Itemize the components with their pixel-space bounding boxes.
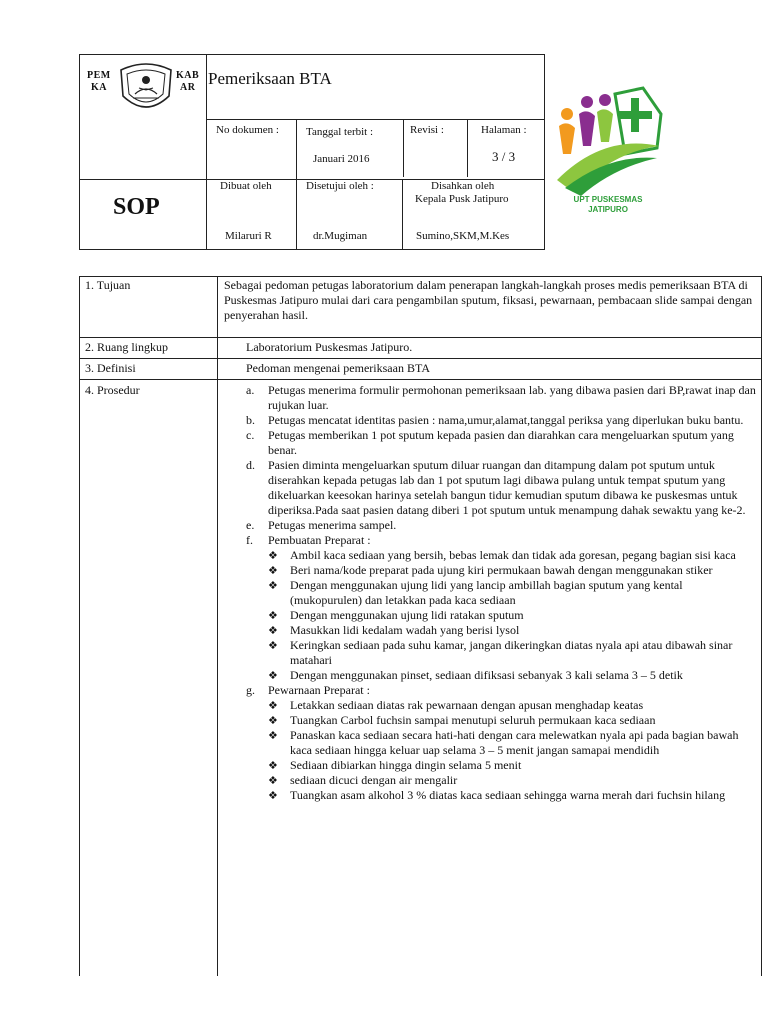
list-item: f. Pembuatan Preparat : ❖ Ambil kaca sediaan yang bersih, bebas lemak dan tidak ada goresan, pegang bagian sisi kaca ❖ Beri nama/kode preparat pada ujung kiri permukaan bawah dengan menggunakan stiker ❖ Dengan menggunakan ujung lidi yang lancip ambillah bagian sputum yang kental (mukopurulen) dan letakkan pada kaca sediaan ❖ Dengan menggunakan ujung lidi ratakan sputum ❖ Masukkan lidi kedalam wadah yang berisi lysol ❖ Keringkan sediaan pada suhu kamar, jangan dikeringkan diatas nyala api atau dibawah sinar matahari ❖ Dengan menggunakan pinset, sediaan difiksasi sebanyak 3 kali selama 3 – 5 detik — [246, 533, 756, 683]
pewarnaan-sublist — [268, 698, 756, 803]
diamond-bullet-icon: ❖ — [268, 609, 278, 622]
diamond-bullet-icon: ❖ — [268, 549, 278, 562]
diamond-bullet-icon: ❖ — [268, 729, 278, 742]
list-item: ❖ Letakkan sediaan diatas rak pewarnaan dengan apusan menghadap keatas — [268, 698, 644, 712]
procedure-steps — [246, 383, 756, 803]
tujuan-text: Sebagai pedoman petugas laboratorium dalam penerapan langkah-langkah proses medis pemeriksaan BTA di Puskesmas Jatipuro mulai dari cara pengambilan sputum, fiksasi, pewarnaan, pembacaan slide sampai dengan penyerahan hasil. — [224, 278, 753, 322]
list-item: c. Petugas memberikan 1 pot sputum kepada pasien dan diarahkan cara mengeluarkan sputum yang benar. — [246, 428, 734, 457]
no-dokumen-label: No dokumen : — [216, 124, 279, 136]
tanggal-label: Tanggal terbit : — [306, 126, 374, 138]
row-divider — [79, 358, 762, 359]
diamond-bullet-icon: ❖ — [268, 669, 278, 682]
list-item: ❖ Panaskan kaca sediaan secara hati-hati dengan cara melewatkan nyala api pada bagian bawah kaca sediaan hingga keluar uap selama 3 – 5 menit jangan samapai mendidih — [268, 728, 739, 757]
tujuan-label: 1. Tujuan — [85, 278, 131, 292]
diamond-bullet-icon: ❖ — [268, 639, 278, 652]
list-item: ❖ Dengan menggunakan ujung lidi ratakan sputum — [268, 608, 524, 622]
tanggal-value: Januari 2016 — [313, 153, 370, 165]
dibuat-value: Milaruri R — [225, 230, 272, 242]
logo-text: PEM — [87, 70, 111, 81]
halaman-label: Halaman : — [481, 124, 527, 136]
list-item: ❖ Dengan menggunakan pinset, sediaan difiksasi sebanyak 3 kali selama 3 – 5 detik — [268, 668, 683, 682]
list-item: ❖ Ambil kaca sediaan yang bersih, bebas lemak dan tidak ada goresan, pegang bagian sisi kaca — [268, 548, 736, 562]
logo-text: AR — [180, 82, 196, 93]
document-title: Pemeriksaan BTA — [208, 69, 332, 88]
sop-label: SOP — [113, 194, 160, 220]
list-item: ❖ sediaan dicuci dengan air mengalir — [268, 773, 458, 787]
header-divider — [296, 119, 297, 249]
ruang-lingkup-text: Laboratorium Puskesmas Jatipuro. — [246, 340, 413, 354]
diamond-bullet-icon: ❖ — [268, 759, 278, 772]
revisi-label: Revisi : — [410, 124, 444, 136]
list-item: e. Petugas menerima sampel. — [246, 518, 397, 532]
disahkan-label: Disahkan oleh — [431, 180, 495, 192]
header-divider — [206, 119, 544, 120]
procedure-table — [79, 276, 762, 976]
logo-right-line2: JATIPURO — [588, 205, 628, 214]
diamond-bullet-icon: ❖ — [268, 714, 278, 727]
list-item: a. Petugas menerima formulir permohonan pemeriksaan lab. yang dibawa pasien dari BP,rawat inap dan rujukan luar. — [246, 383, 756, 412]
list-item: ❖ Dengan menggunakan ujung lidi yang lancip ambillah bagian sputum yang kental (mukopurulen) dan letakkan pada kaca sediaan — [268, 578, 683, 607]
list-item: ❖ Beri nama/kode preparat pada ujung kiri permukaan bawah dengan menggunakan stiker — [268, 563, 713, 577]
diamond-bullet-icon: ❖ — [268, 564, 278, 577]
header-divider — [467, 119, 468, 177]
list-item: ❖ Keringkan sediaan pada suhu kamar, jangan dikeringkan diatas nyala api atau dibawah sinar matahari — [268, 638, 733, 667]
ruang-lingkup-label: 2. Ruang lingkup — [85, 340, 168, 354]
column-divider — [217, 276, 218, 976]
row-divider — [79, 337, 762, 338]
logo-right-line1: UPT PUSKESMAS — [573, 195, 643, 204]
prosedur-label: 4. Prosedur — [85, 383, 140, 397]
disetujui-value: dr.Mugiman — [313, 230, 368, 242]
disetujui-label: Disetujui oleh : — [306, 180, 374, 192]
diamond-bullet-icon: ❖ — [268, 774, 278, 787]
list-item: d. Pasien diminta mengeluarkan sputum diluar ruangan dan ditampung dalam pot sputum untuk diserahkan kepada petugas lab dan 1 pot sputum lagi dibawa pulang untuk tempat sputum yang dikeluarkan keesokan harinya setelah bangun tidur kemudian sputum dibawa ke puskesmas untuk diperiksa.Pada saat pasien datang diberi 1 pot sputum untuk menampung dahak sewaktu yang ke-2. — [246, 458, 746, 517]
halaman-value: 3 / 3 — [492, 149, 516, 164]
diamond-bullet-icon: ❖ — [268, 699, 278, 712]
diamond-bullet-icon: ❖ — [268, 789, 278, 802]
puskesmas-logo — [553, 84, 663, 220]
logo-text: KAB — [176, 70, 200, 81]
disahkan-value: Sumino,SKM,M.Kes — [416, 230, 510, 242]
header-divider — [206, 55, 207, 249]
list-item: g. Pewarnaan Preparat : ❖ Letakkan sediaan diatas rak pewarnaan dengan apusan menghadap keatas ❖ Tuangkan Carbol fuchsin sampai menutupi seluruh permukaan kaca sediaan ❖ Panaskan kaca sediaan secara hati-hati dengan cara melewatkan nyala api pada bagian bawah kaca sediaan hingga keluar uap selama 3 – 5 menit jangan samapai mendidih ❖ Sediaan dibiarkan hingga dingin selama 5 menit ❖ sediaan dicuci dengan air mengalir ❖ Tuangkan asam alkohol 3 % diatas kaca sediaan sehingga warna merah dari fuchsin hilang — [246, 683, 756, 803]
definisi-text: Pedoman mengenai pemeriksaan BTA — [246, 361, 430, 375]
list-item: ❖ Masukkan lidi kedalam wadah yang berisi lysol — [268, 623, 520, 637]
list-item: ❖ Tuangkan Carbol fuchsin sampai menutupi seluruh permukaan kaca sediaan — [268, 713, 656, 727]
diamond-bullet-icon: ❖ — [268, 579, 278, 592]
list-item: b. Petugas mencatat identitas pasien : nama,umur,alamat,tanggal periksa yang diperlukan buku bantu. — [246, 413, 744, 427]
preparat-sublist — [268, 548, 756, 683]
definisi-label: 3. Definisi — [85, 361, 136, 375]
header-divider — [402, 179, 403, 249]
regency-emblem-logo — [113, 60, 179, 116]
diamond-bullet-icon: ❖ — [268, 624, 278, 637]
disahkan-label: Kepala Pusk Jatipuro — [415, 193, 509, 205]
row-divider — [79, 379, 762, 380]
header-divider — [403, 119, 404, 177]
logo-text: KA — [91, 82, 107, 93]
dibuat-label: Dibuat oleh — [220, 180, 272, 192]
list-item: ❖ Sediaan dibiarkan hingga dingin selama 5 menit — [268, 758, 522, 772]
list-item: ❖ Tuangkan asam alkohol 3 % diatas kaca sediaan sehingga warna merah dari fuchsin hilang — [268, 788, 726, 802]
